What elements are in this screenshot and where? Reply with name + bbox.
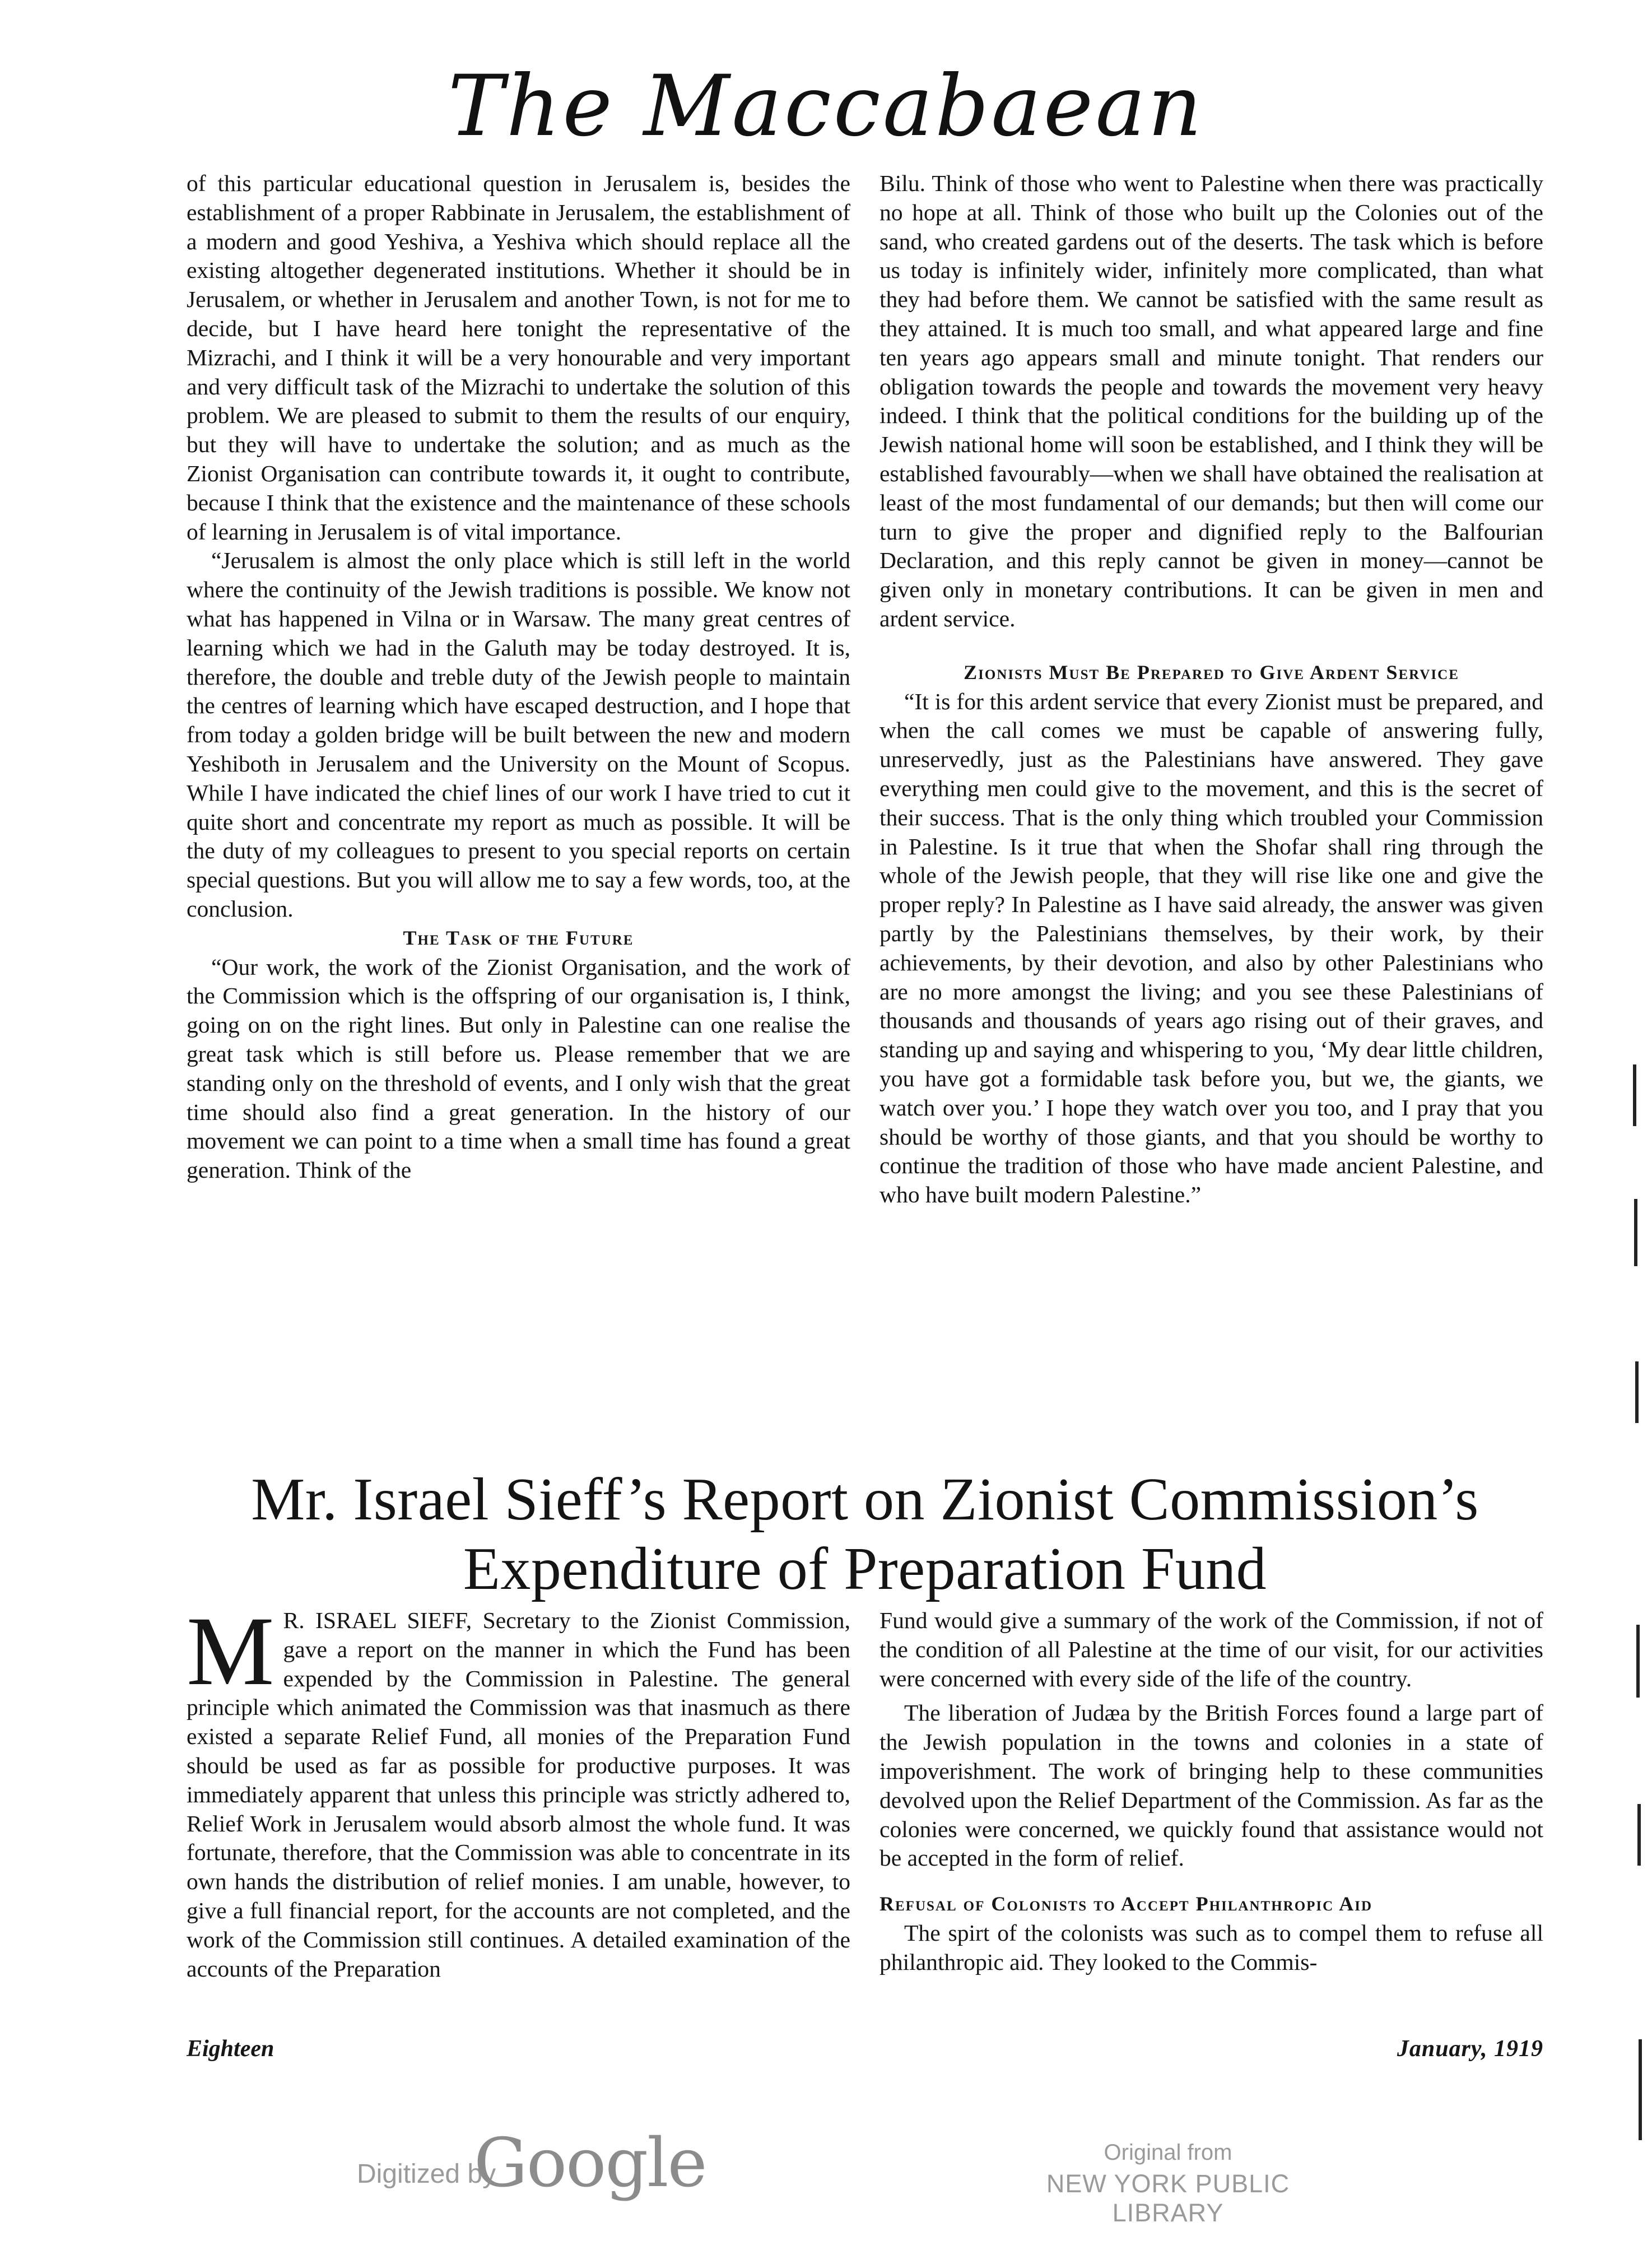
paragraph: Fund would give a summary of the work of the Commission, if not of the condition of all Palestine at the time of our visit, for our activities were concerned with every side of the life of the country. [879,1607,1543,1691]
library-label: NEW YORK PUBLIC LIBRARY [1046,2169,1290,2227]
scan-edge-mark [1637,1804,1641,1866]
section-heading: Zionists Must Be Prepared to Give Ardent Service [964,661,1459,684]
paragraph: “It is for this ardent service that every Zionist must be prepared, and when the call comes we must be capable of answering fully, unreservedly, just as the Palestinians have answered. They gave everything men could give to the movement, and this is the secret of their success. That is the only thing which troubled your Commission in Palestine. Is it true that when the Shofar shall ring through the whole of the Jewish people, that they will rise like one and give the proper reply? In Palestine as I have said already, the answer was given partly by the Palestinians themselves, by their work, by their achievements, by their devotion, and also by other Palestinians who are no more amongst the living; and you see these Palestinians of thousands and thousands of years ago rising out of their graves, and standing up and saying and whispering to you, ‘My dear little children, you have got a formidable task before you, but we, the giants, we watch over you.’ I hope they watch over you too, and I pray that you should be worthy of those giants, and that you should be worthy to continue the tradition of those who have made ancient Palestine, and who have built modern Palestine.” [879,688,1543,1208]
scan-edge-mark [1639,2039,1642,2140]
headline-line-2: Expenditure of Preparation Fund [463,1536,1267,1602]
original-from-label: Original from [1104,2140,1232,2165]
scan-edge-mark [1633,1064,1636,1126]
digitized-by-label: Digitized by [357,2159,496,2189]
paragraph: The liberation of Judæa by the British Forces found a large part of the Jewish population in the towns and colonies in a state of impoverishment. The work of bringing help to these communities devolved upon the Relief Department of the Commission. As far as the colonies were concerned, we quickly found that assistance would not be accepted in the form of relief. [879,1700,1543,1871]
paragraph: Bilu. Think of those who went to Palestine when there was practically no hope at all. Think of those who built up the Colonies out of the sand, who created gardens out of the deserts. The task which is before us today is infinitely wider, infinitely more complicated, than what they had before them. We cannot be satisfied with the same result as they attained. It is much too small, and what appeared large and fine ten years ago appears small and minute tonight. That renders our obligation towards the people and towards the movement very heavy indeed. I think that the political conditions for the building up of the Jewish national home will soon be established, and I think they will be established favourably—when we shall have obtained the realisation at least of the most fundamental of our demands; but then will come our turn to give the proper and dignified reply to the Balfourian Declaration, and this reply cannot be given in money—cannot be given only in monetary contributions. It can be given in men and ardent service. [879,170,1543,631]
paragraph: The spirt of the colonists was such as to compel them to refuse all philanthropic aid. They looked to the Commis- [879,1919,1543,1975]
page-number: Eighteen [187,2036,274,2062]
section-heading: Refusal of Colonists to Accept Philanthropic Aid [879,1893,1373,1915]
scan-edge-mark [1636,1625,1640,1698]
issue-date: January, 1919 [1397,2036,1543,2062]
paragraph: R. ISRAEL SIEFF, Secretary to the Zionist Commission, gave a report on the manner in which the Fund has been expended by the Commission in Palestine. The general principle which animated the Commission was that inasmuch as there existed a separate Relief Fund, all monies of the Preparation Fund should be used as far as possible for productive purposes. It was immediately apparent that unless this principle was strictly adhered to, Relief Work in Jerusalem would absorb almost the whole fund. It was fortunate, therefore, that the Commission was able to concentrate in its own hands the distribution of relief monies. I am unable, however, to give a full financial report, for the accounts are not completed, and the work of the Commission still continues. A detailed examination of the accounts of the Preparation [187,1607,850,1982]
scan-edge-mark [1635,1361,1639,1423]
column-top-left [187,169,850,1185]
headline-line-1: Mr. Israel Sieff’s Report on Zionist Commission’s [251,1466,1479,1533]
masthead-title: The Maccabaean [448,58,1204,155]
article-headline [187,1465,1543,1604]
scan-edge-mark [1634,1199,1637,1266]
paragraph: of this particular educational question in Jerusalem is, besides the establishment of a proper Rabbinate in Jerusalem, the establishment of a modern and good Yeshiva, a Yeshiva which should replace all the existing altogether degenerated institutions. Whether it should be in Jerusalem, or whether in Jerusalem and another Town, is not for me to decide, but I have heard here tonight the representative of the Mizrachi, and I think it will be a very honourable and very important and very difficult task of the Mizrachi to undertake the solution of this problem. We are pleased to submit to them the results of our enquiry, but they will have to undertake the solution; and as much as the Zionist Organisation can contribute towards it, it ought to contribute, because I think that the existence and the maintenance of these schools of learning in Jerusalem is of vital importance. [187,170,850,545]
google-logo: Google [474,2124,706,2202]
section-heading: The Task of the Future [403,926,634,949]
paragraph: “Our work, the work of the Zionist Organisation, and the work of the Commission which is the offspring of our organisation is, I think, going on on the right lines. But only in Palestine can one realise the great task which is still before us. Please remember that we are standing only on the threshold of events, and I only wish that the great time should also find a great generation. In the history of our movement we can point to a time when a small time has found a great generation. Think of the [187,954,850,1183]
paragraph: “Jerusalem is almost the only place which is still left in the world where the continuity of the Jewish traditions is possible. We know not what has happened in Vilna or in Warsaw. The many great centres of learning which we had in the Galuth may be today destroyed. It is, therefore, the double and treble duty of the Jewish people to maintain the centres of learning which have escaped destruction, and I hope that from today a golden bridge will be built between the new and modern Yeshiboth in Jerusalem and the University on the Mount of Scopus. While I have indicated the chief lines of our work I have tried to cut it quite short and concentrate my report as much as possible. It will be the duty of my colleagues to present to you special reports on certain special questions. But you will allow me to say a few words, too, at the conclusion. [187,547,850,922]
column-bottom-right [879,1606,1543,1977]
column-bottom-left [187,1597,850,1983]
column-top-right [879,169,1543,1210]
drop-cap: M [187,1597,274,1706]
